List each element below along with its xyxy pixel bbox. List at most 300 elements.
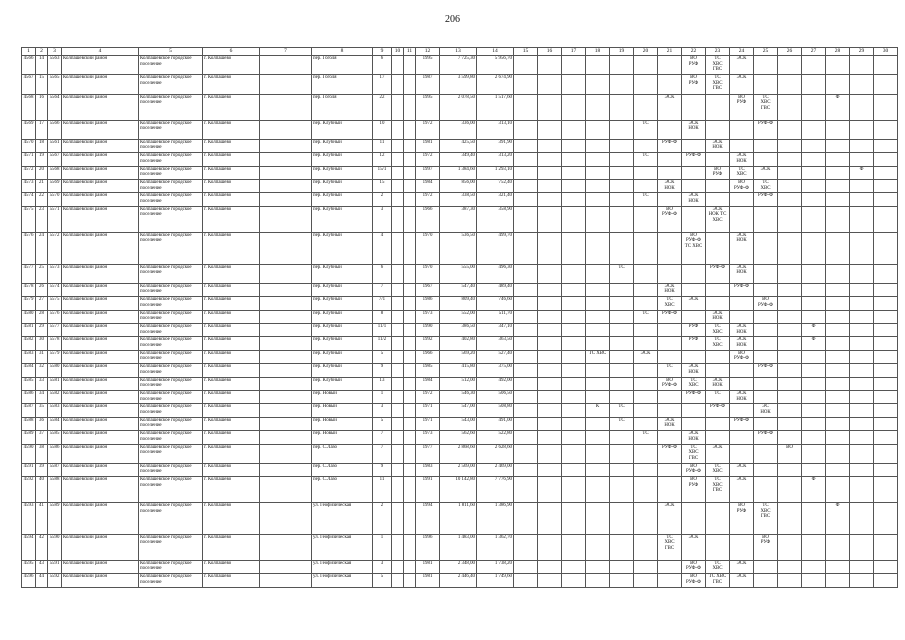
- table-cell: [682, 94, 706, 120]
- table-cell: [874, 444, 898, 463]
- table-cell: г. Колпашево: [203, 477, 260, 503]
- table-cell: [778, 574, 802, 587]
- table-cell: [778, 153, 802, 166]
- table-cell: [514, 324, 538, 337]
- table-cell: [538, 574, 562, 587]
- table-cell: 5571: [48, 206, 62, 232]
- table-cell: Колпашевское городское поселение: [139, 283, 203, 296]
- table-cell: [850, 75, 874, 94]
- table-cell: ТС: [658, 364, 682, 377]
- table-cell: [610, 56, 634, 75]
- table-cell: [404, 310, 416, 323]
- table-cell: [562, 75, 586, 94]
- table-cell: [392, 232, 404, 264]
- column-number-header: 22: [682, 48, 706, 56]
- table-cell: [754, 139, 778, 152]
- table-row: [22, 404, 898, 417]
- table-cell: [260, 390, 312, 403]
- table-cell: [610, 75, 634, 94]
- table-cell: 347,10: [477, 324, 514, 337]
- table-cell: [404, 503, 416, 535]
- table-cell: 4567: [22, 75, 36, 94]
- table-cell: [404, 417, 416, 430]
- table-cell: РУФ-Ф: [658, 310, 682, 323]
- table-cell: 38: [36, 444, 48, 463]
- table-row: [22, 390, 898, 403]
- table-cell: [260, 264, 312, 283]
- table-cell: [562, 232, 586, 264]
- table-cell: [392, 180, 404, 193]
- table-cell: [826, 560, 850, 573]
- table-cell: [586, 431, 610, 444]
- table-cell: [538, 94, 562, 120]
- table-cell: [562, 193, 586, 206]
- table-cell: ЭСК НОК: [658, 417, 682, 430]
- table-cell: [730, 193, 754, 206]
- table-cell: [260, 503, 312, 535]
- table-cell: [826, 166, 850, 179]
- table-cell: г. Колпашево: [203, 364, 260, 377]
- table-cell: 4577: [22, 264, 36, 283]
- table-cell: [874, 94, 898, 120]
- table-cell: [802, 364, 826, 377]
- table-cell: Колпашевский район: [62, 297, 139, 310]
- table-cell: [778, 120, 802, 139]
- table-cell: [802, 431, 826, 444]
- table-cell: 313,10: [477, 120, 514, 139]
- table-cell: Колпашевское городское поселение: [139, 297, 203, 310]
- table-cell: 5585: [48, 431, 62, 444]
- table-cell: [392, 153, 404, 166]
- table-cell: [538, 139, 562, 152]
- column-number-header: 11: [404, 48, 416, 56]
- table-cell: Колпашевский район: [62, 444, 139, 463]
- table-cell: [586, 297, 610, 310]
- table-cell: [634, 56, 658, 75]
- table-cell: пер. Клубный: [312, 193, 373, 206]
- table-cell: [874, 193, 898, 206]
- table-cell: Колпашевский район: [62, 364, 139, 377]
- table-cell: 511,70: [477, 310, 514, 323]
- table-cell: [658, 56, 682, 75]
- table-cell: 5587: [48, 463, 62, 476]
- table-cell: 1 386,90: [477, 503, 514, 535]
- table-cell: [392, 431, 404, 444]
- table-cell: [754, 75, 778, 94]
- table-cell: 1997: [416, 166, 440, 179]
- table-cell: Колпашевский район: [62, 534, 139, 560]
- table-row: [22, 463, 898, 476]
- table-cell: [754, 206, 778, 232]
- table-cell: 1973: [416, 310, 440, 323]
- table-cell: [778, 534, 802, 560]
- table-cell: [850, 377, 874, 390]
- table-cell: [392, 444, 404, 463]
- table-cell: [850, 463, 874, 476]
- table-cell: РУФ-Ф: [682, 390, 706, 403]
- table-cell: пер. Гоголя: [312, 94, 373, 120]
- table-cell: [562, 364, 586, 377]
- table-cell: [562, 337, 586, 350]
- table-cell: 5 956,70: [477, 56, 514, 75]
- table-cell: г. Колпашево: [203, 139, 260, 152]
- table-cell: [260, 180, 312, 193]
- table-cell: [514, 264, 538, 283]
- table-row: [22, 477, 898, 503]
- table-cell: [850, 503, 874, 535]
- table-cell: 11/2: [373, 337, 392, 350]
- table-row: [22, 337, 898, 350]
- table-cell: [260, 350, 312, 363]
- table-cell: [392, 560, 404, 573]
- table-cell: ВО РУФ: [730, 94, 754, 120]
- table-cell: [610, 477, 634, 503]
- table-cell: РУФ: [682, 337, 706, 350]
- table-cell: ул. Геофизическая: [312, 560, 373, 573]
- table-cell: 27: [36, 297, 48, 310]
- table-cell: [538, 120, 562, 139]
- column-number-header: 20: [634, 48, 658, 56]
- table-cell: пер. Клубный: [312, 310, 373, 323]
- table-cell: 5590: [48, 534, 62, 560]
- table-row: [22, 534, 898, 560]
- table-cell: [754, 350, 778, 363]
- table-cell: [826, 297, 850, 310]
- table-cell: 2 628,60: [477, 444, 514, 463]
- table-cell: Колпашевское городское поселение: [139, 337, 203, 350]
- table-cell: 4588: [22, 417, 36, 430]
- table-cell: [260, 283, 312, 296]
- table-cell: Колпашевское городское поселение: [139, 574, 203, 587]
- table-cell: [586, 193, 610, 206]
- table-cell: [514, 377, 538, 390]
- table-cell: г. Колпашево: [203, 75, 260, 94]
- table-cell: [826, 364, 850, 377]
- table-cell: [260, 94, 312, 120]
- table-row: [22, 503, 898, 535]
- table-cell: ВО РУФ-Ф: [658, 206, 682, 232]
- table-cell: [562, 206, 586, 232]
- table-cell: ЭСК НОК: [730, 264, 754, 283]
- table-cell: [260, 232, 312, 264]
- table-cell: [610, 534, 634, 560]
- table-cell: [404, 139, 416, 152]
- table-cell: [514, 417, 538, 430]
- table-cell: [802, 94, 826, 120]
- column-number-header: 21: [658, 48, 682, 56]
- column-number-header: 19: [610, 48, 634, 56]
- table-cell: 35: [36, 404, 48, 417]
- table-cell: пер. Клубный: [312, 206, 373, 232]
- table-cell: 7/1: [373, 297, 392, 310]
- table-cell: 321,40: [477, 193, 514, 206]
- table-cell: [682, 283, 706, 296]
- table-cell: 4568: [22, 94, 36, 120]
- table-cell: 1972: [416, 120, 440, 139]
- table-cell: [586, 120, 610, 139]
- table-cell: [586, 463, 610, 476]
- table-cell: [778, 232, 802, 264]
- table-cell: [404, 180, 416, 193]
- table-cell: ВО РУФ: [682, 477, 706, 503]
- table-cell: [404, 297, 416, 310]
- table-cell: Ф: [826, 94, 850, 120]
- table-cell: ВО РУФ: [730, 503, 754, 535]
- table-cell: [802, 193, 826, 206]
- table-cell: [610, 166, 634, 179]
- table-cell: 2 569,00: [440, 463, 477, 476]
- table-cell: 5561: [48, 139, 62, 152]
- table-cell: ВО РУФ: [682, 56, 706, 75]
- table-cell: 1972: [416, 193, 440, 206]
- column-number-header: 28: [826, 48, 850, 56]
- table-cell: пер. Клубный: [312, 377, 373, 390]
- table-cell: 1 738,20: [477, 560, 514, 573]
- table-cell: [802, 404, 826, 417]
- table-cell: [730, 310, 754, 323]
- table-cell: [404, 75, 416, 94]
- table-cell: [404, 153, 416, 166]
- table-cell: ЭСК: [682, 297, 706, 310]
- table-cell: [850, 180, 874, 193]
- table-cell: [586, 324, 610, 337]
- table-cell: 5580: [48, 364, 62, 377]
- table-cell: [634, 297, 658, 310]
- table-cell: г. Колпашево: [203, 56, 260, 75]
- table-cell: г. Колпашево: [203, 444, 260, 463]
- table-cell: 4595: [22, 560, 36, 573]
- table-cell: 809,40: [440, 297, 477, 310]
- table-cell: [634, 534, 658, 560]
- table-cell: [826, 417, 850, 430]
- table-cell: ЭСК: [730, 463, 754, 476]
- table-cell: 512,00: [440, 377, 477, 390]
- table-cell: [850, 139, 874, 152]
- table-cell: [260, 477, 312, 503]
- table-cell: К: [586, 404, 610, 417]
- table-cell: ТС: [634, 193, 658, 206]
- table-cell: 14: [36, 56, 48, 75]
- table-cell: г. Колпашево: [203, 350, 260, 363]
- table-cell: 5567: [48, 153, 62, 166]
- column-number-header: 1: [22, 48, 36, 56]
- table-cell: [778, 503, 802, 535]
- table-cell: [874, 350, 898, 363]
- table-cell: 5582: [48, 390, 62, 403]
- table-cell: [874, 324, 898, 337]
- table-cell: [260, 560, 312, 573]
- table-cell: [706, 153, 730, 166]
- table-cell: [610, 153, 634, 166]
- table-cell: ЭСК: [730, 56, 754, 75]
- table-cell: [850, 324, 874, 337]
- table-cell: [514, 232, 538, 264]
- table-cell: [850, 120, 874, 139]
- table-cell: [404, 264, 416, 283]
- table-cell: [610, 350, 634, 363]
- table-cell: Колпашевский район: [62, 350, 139, 363]
- table-cell: [260, 377, 312, 390]
- table-cell: ул. Геофизическая: [312, 503, 373, 535]
- table-cell: [682, 404, 706, 417]
- table-cell: [404, 364, 416, 377]
- table-cell: [392, 503, 404, 535]
- table-row: [22, 120, 898, 139]
- table-cell: [850, 364, 874, 377]
- table-cell: [514, 574, 538, 587]
- table-cell: Колпашевское городское поселение: [139, 166, 203, 179]
- table-cell: [754, 153, 778, 166]
- table-cell: 4571: [22, 153, 36, 166]
- table-cell: ВО РУФ-Ф: [730, 180, 754, 193]
- table-cell: [778, 404, 802, 417]
- table-cell: [658, 324, 682, 337]
- table-row: [22, 193, 898, 206]
- table-cell: ТС: [634, 310, 658, 323]
- table-cell: ЭСК: [730, 574, 754, 587]
- table-cell: 489,40: [477, 283, 514, 296]
- table-cell: [730, 377, 754, 390]
- table-cell: 4581: [22, 324, 36, 337]
- table-cell: Колпашевское городское поселение: [139, 390, 203, 403]
- table-cell: [562, 404, 586, 417]
- table-cell: 29: [36, 324, 48, 337]
- table-cell: 1 749,60: [477, 574, 514, 587]
- table-cell: [514, 120, 538, 139]
- table-cell: 1994: [416, 503, 440, 535]
- table-cell: [260, 193, 312, 206]
- table-cell: пер. Новый: [312, 404, 373, 417]
- table-row: [22, 574, 898, 587]
- table-cell: [514, 283, 538, 296]
- table-cell: 16: [36, 94, 48, 120]
- table-cell: [562, 310, 586, 323]
- table-cell: [610, 390, 634, 403]
- table-cell: [610, 377, 634, 390]
- table-cell: Колпашевское городское поселение: [139, 56, 203, 75]
- table-cell: [610, 94, 634, 120]
- table-cell: [850, 297, 874, 310]
- table-cell: [706, 534, 730, 560]
- table-cell: 4570: [22, 139, 36, 152]
- table-cell: ТС ХВС ГВС: [706, 56, 730, 75]
- table-cell: 5568: [48, 166, 62, 179]
- table-cell: 24: [36, 232, 48, 264]
- table-cell: [634, 180, 658, 193]
- table-cell: [874, 390, 898, 403]
- table-row: [22, 56, 898, 75]
- table-cell: [538, 350, 562, 363]
- table-cell: [850, 56, 874, 75]
- table-cell: [706, 283, 730, 296]
- table-cell: [610, 193, 634, 206]
- table-cell: [610, 120, 634, 139]
- table-cell: г. Колпашево: [203, 193, 260, 206]
- table-cell: ЭСК: [730, 560, 754, 573]
- table-cell: [802, 180, 826, 193]
- table-cell: ЭСК: [706, 444, 730, 463]
- table-cell: 4583: [22, 350, 36, 363]
- table-cell: [826, 139, 850, 152]
- table-cell: ТС: [634, 431, 658, 444]
- table-cell: пер. Клубный: [312, 166, 373, 179]
- table-cell: 1972: [416, 390, 440, 403]
- table-cell: [754, 574, 778, 587]
- table-cell: [802, 297, 826, 310]
- table-cell: [586, 390, 610, 403]
- table-cell: 349,40: [440, 153, 477, 166]
- table-cell: г. Колпашево: [203, 534, 260, 560]
- table-cell: пер. С.Лазо: [312, 463, 373, 476]
- table-cell: 386,50: [440, 324, 477, 337]
- table-cell: 11/1: [373, 324, 392, 337]
- table-cell: [392, 463, 404, 476]
- table-cell: 5574: [48, 283, 62, 296]
- table-cell: 508,80: [477, 404, 514, 417]
- table-cell: г. Колпашево: [203, 390, 260, 403]
- table-cell: [514, 139, 538, 152]
- table-cell: [538, 75, 562, 94]
- table-cell: 15: [373, 180, 392, 193]
- table-cell: 358,90: [477, 206, 514, 232]
- table-cell: г. Колпашево: [203, 166, 260, 179]
- table-cell: [538, 180, 562, 193]
- table-cell: [404, 94, 416, 120]
- table-cell: пер. Клубный: [312, 350, 373, 363]
- table-cell: Колпашевское городское поселение: [139, 153, 203, 166]
- table-cell: 1996: [416, 534, 440, 560]
- column-number-header: 29: [850, 48, 874, 56]
- table-cell: 3: [373, 560, 392, 573]
- table-cell: [562, 120, 586, 139]
- table-cell: [586, 444, 610, 463]
- table-cell: РУФ-Ф: [730, 283, 754, 296]
- table-cell: [562, 139, 586, 152]
- table-cell: 12: [373, 153, 392, 166]
- table-cell: [730, 534, 754, 560]
- table-cell: 4592: [22, 477, 36, 503]
- table-row: [22, 166, 898, 179]
- table-cell: [754, 444, 778, 463]
- table-cell: 9: [373, 463, 392, 476]
- table-cell: 5563: [48, 56, 62, 75]
- table-cell: [802, 444, 826, 463]
- table-cell: [260, 431, 312, 444]
- table-cell: [778, 310, 802, 323]
- table-cell: Колпашевский район: [62, 431, 139, 444]
- table-cell: [706, 350, 730, 363]
- table-cell: ЭСК НОК ТС ХВС: [706, 206, 730, 232]
- table-cell: пер. Новый: [312, 431, 373, 444]
- table-cell: ЭСК НОК: [682, 120, 706, 139]
- table-row: [22, 264, 898, 283]
- table-cell: [754, 324, 778, 337]
- table-cell: [634, 404, 658, 417]
- table-cell: [562, 463, 586, 476]
- table-cell: [392, 94, 404, 120]
- table-cell: РУФ-Ф: [754, 364, 778, 377]
- table-cell: г. Колпашево: [203, 283, 260, 296]
- table-cell: г. Колпашево: [203, 463, 260, 476]
- table-cell: [754, 417, 778, 430]
- table-cell: [260, 56, 312, 75]
- table-cell: [634, 139, 658, 152]
- table-cell: 375,00: [477, 364, 514, 377]
- table-cell: 5584: [48, 417, 62, 430]
- table-cell: [802, 574, 826, 587]
- table-cell: [586, 153, 610, 166]
- table-cell: [404, 477, 416, 503]
